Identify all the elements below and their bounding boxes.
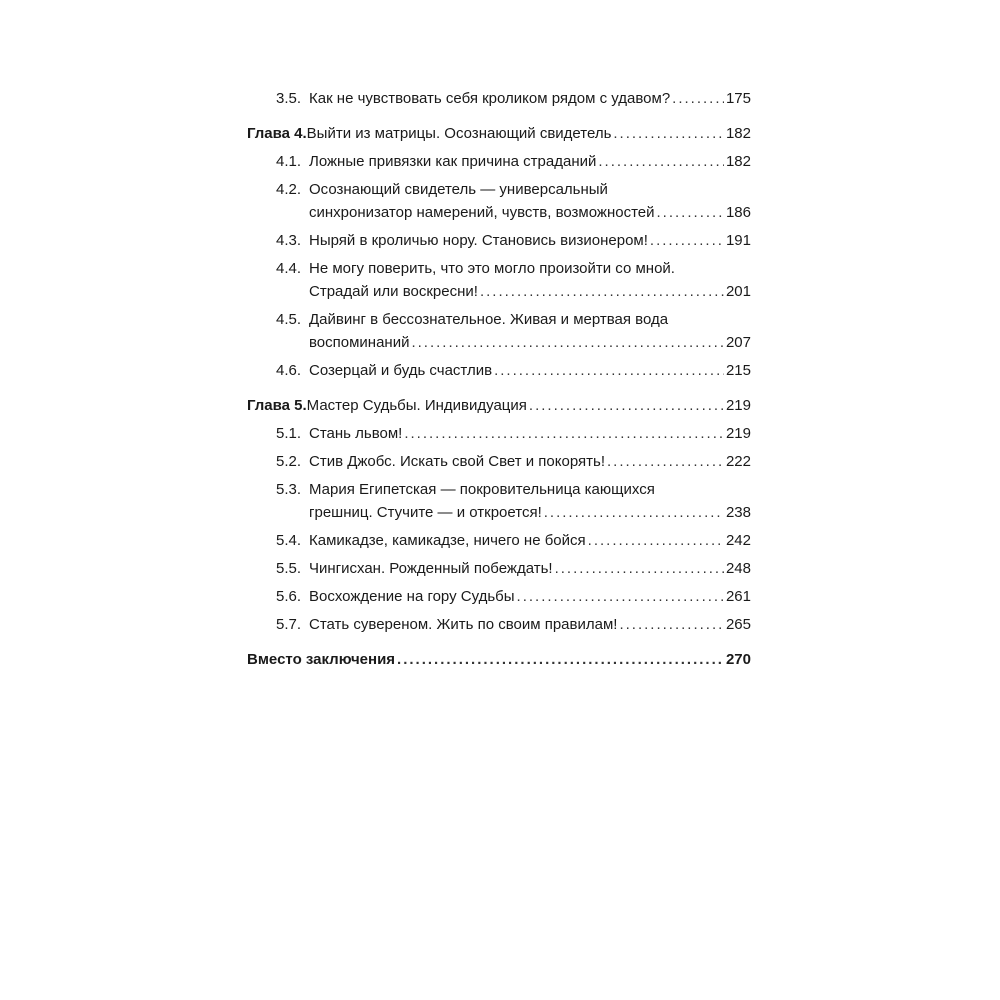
toc-entry-title: Вместо заключения <box>247 651 396 668</box>
toc-entry-page: 265 <box>725 616 751 633</box>
toc-entry-title: Дайвинг в бессознательное. Живая и мертвая вода <box>309 311 669 328</box>
toc-entry-title: Страдай или воскресни! <box>309 283 478 300</box>
toc-entry-page: 270 <box>725 651 751 668</box>
table-of-contents <box>247 87 751 671</box>
toc-entry-title: Осознающий свидетель — универсальный <box>309 181 608 198</box>
toc-entry <box>247 529 751 552</box>
toc-entry <box>247 557 751 580</box>
toc-entry-number: 5.2. <box>276 453 302 470</box>
leader-dots <box>494 359 724 382</box>
toc-entry-page: 219 <box>725 397 751 414</box>
leader-dots <box>650 229 724 252</box>
toc-entry-number: 5.7. <box>276 616 302 633</box>
toc-entry-page: 175 <box>725 90 751 107</box>
chapter-number: Глава 4. <box>247 125 307 142</box>
toc-entry-page: 215 <box>725 362 751 379</box>
toc-entry <box>247 585 751 608</box>
toc-entry-number: 4.2. <box>276 181 302 198</box>
toc-entry-number: 5.6. <box>276 588 302 605</box>
toc-entry-page: 191 <box>725 232 751 249</box>
toc-entry <box>247 87 751 110</box>
toc-entry <box>247 257 751 303</box>
toc-entry-page: 182 <box>725 153 751 170</box>
toc-entry-title: Мастер Судьбы. Индивидуация <box>306 397 527 414</box>
toc-entry-number: 4.4. <box>276 260 302 277</box>
leader-dots <box>555 557 724 580</box>
toc-entry-page: 219 <box>725 425 751 442</box>
toc-entry <box>247 359 751 382</box>
leader-dots <box>480 280 724 303</box>
toc-entry-title: Ныряй в кроличью нору. Становись визионером! <box>309 232 648 249</box>
leader-dots <box>404 422 724 445</box>
toc-entry-number: 5.5. <box>276 560 302 577</box>
toc-entry-title: грешниц. Стучите — и откроется! <box>309 504 542 521</box>
toc-entry-number: 5.4. <box>276 532 302 549</box>
toc-entry-number: 4.3. <box>276 232 302 249</box>
toc-entry <box>247 229 751 252</box>
toc-entry <box>247 308 751 354</box>
toc-entry <box>247 478 751 524</box>
toc-entry-title: Камикадзе, камикадзе, ничего не бойся <box>309 532 586 549</box>
leader-dots <box>397 648 724 671</box>
leader-dots <box>657 201 724 224</box>
toc-entry <box>247 648 751 671</box>
toc-entry-page: 182 <box>725 125 751 142</box>
toc-entry-page: 248 <box>725 560 751 577</box>
leader-dots <box>411 331 724 354</box>
toc-entry-title: Ложные привязки как причина страданий <box>309 153 597 170</box>
leader-dots <box>588 529 724 552</box>
leader-dots <box>619 613 724 636</box>
toc-entry-title: Выйти из матрицы. Осознающий свидетель <box>306 125 612 142</box>
toc-entry-page: 238 <box>725 504 751 521</box>
toc-entry-number: 5.1. <box>276 425 302 442</box>
toc-entry-number: 4.5. <box>276 311 302 328</box>
leader-dots <box>672 87 724 110</box>
toc-entry-number: 3.5. <box>276 90 302 107</box>
toc-entry <box>247 450 751 473</box>
toc-entry-title: Не могу поверить, что это могло произойти со мной. <box>309 260 675 277</box>
toc-entry-title: Созерцай и будь счастлив <box>309 362 493 379</box>
toc-entry-number: 4.6. <box>276 362 302 379</box>
toc-entry-title: Чингисхан. Рожденный побеждать! <box>309 560 553 577</box>
toc-entry-page: 222 <box>725 453 751 470</box>
toc-entry <box>247 178 751 224</box>
toc-entry-page: 207 <box>725 334 751 351</box>
toc-entry-number: 5.3. <box>276 481 302 498</box>
leader-dots <box>517 585 724 608</box>
toc-entry-title: Стив Джобс. Искать свой Свет и покорять! <box>309 453 605 470</box>
toc-entry-page: 242 <box>725 532 751 549</box>
leader-dots <box>607 450 724 473</box>
toc-entry-title: Восхождение на гору Судьбы <box>309 588 515 605</box>
toc-entry-page: 261 <box>725 588 751 605</box>
toc-entry-page: 186 <box>725 204 751 221</box>
toc-entry <box>247 394 751 417</box>
leader-dots <box>613 122 724 145</box>
toc-entry-title: воспоминаний <box>309 334 410 351</box>
chapter-number: Глава 5. <box>247 397 307 414</box>
toc-entry-page: 201 <box>725 283 751 300</box>
toc-entry-title: синхронизатор намерений, чувств, возможностей <box>309 204 655 221</box>
toc-entry-number: 4.1. <box>276 153 302 170</box>
toc-entry-title: Стать сувереном. Жить по своим правилам! <box>309 616 618 633</box>
toc-entry <box>247 150 751 173</box>
leader-dots <box>598 150 724 173</box>
leader-dots <box>544 501 724 524</box>
toc-entry <box>247 122 751 145</box>
toc-entry <box>247 422 751 445</box>
toc-entry-title: Стань львом! <box>309 425 403 442</box>
leader-dots <box>529 394 724 417</box>
toc-entry <box>247 613 751 636</box>
toc-entry-title: Мария Египетская — покровительница кающихся <box>309 481 655 498</box>
toc-entry-title: Как не чувствовать себя кроликом рядом с удавом? <box>309 90 671 107</box>
